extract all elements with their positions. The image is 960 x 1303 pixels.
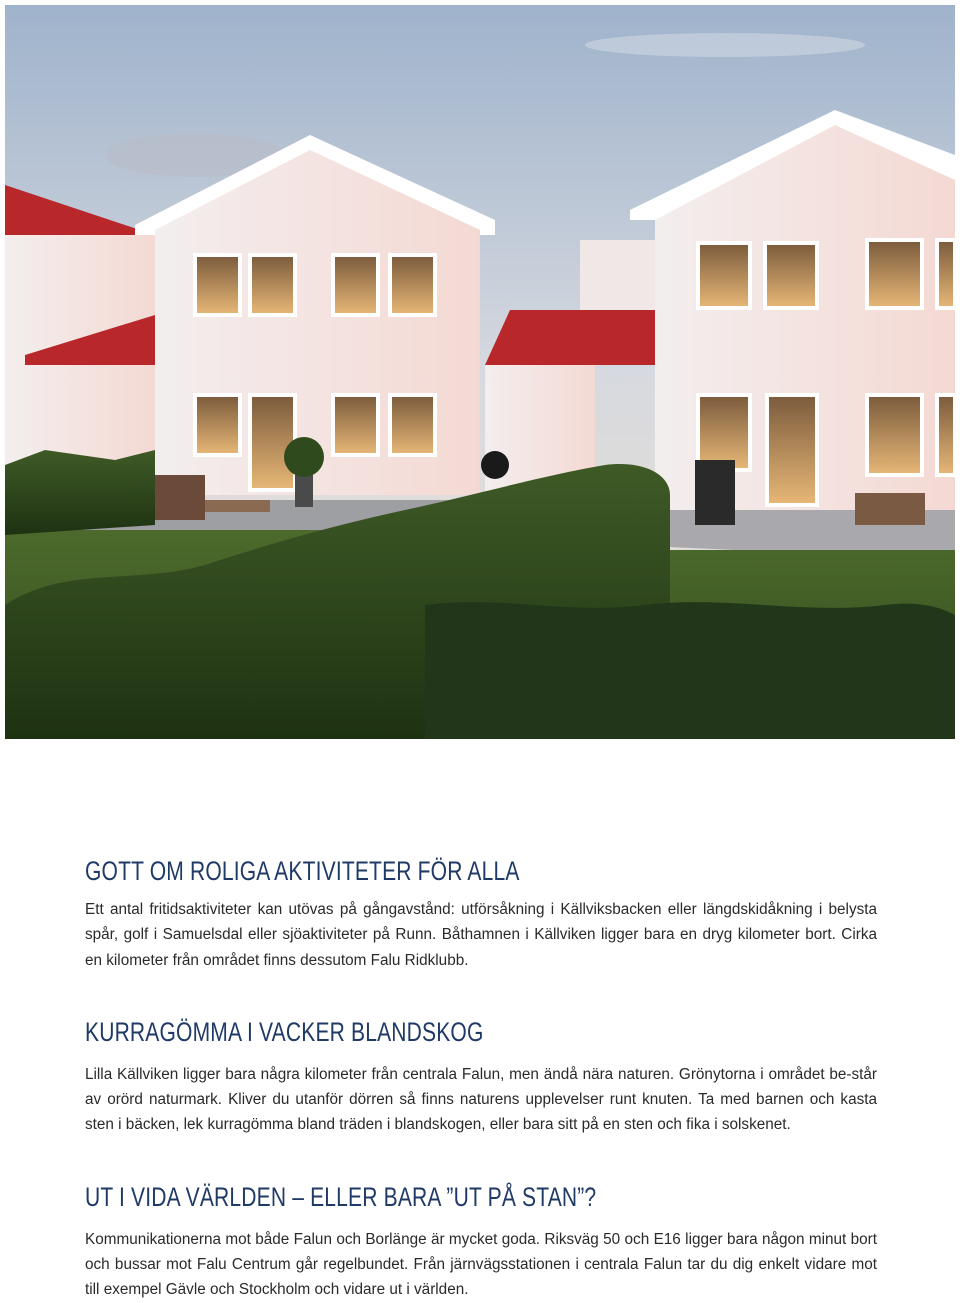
- section-body: Lilla Källviken ligger bara några kilometer från centrala Falun, men ändå nära naturen. Grönytorna i området be-står av orörd naturmark. Kliver du utanför dörren så finns naturens upplevelser runt knuten. Ta med barnen och kasta sten i bäcken, lek kurragömma bland träden i blandskogen, eller bara sitt på en sten och fika i solskenet.: [85, 1065, 877, 1134]
- section-activities: [85, 855, 877, 973]
- hero-image: [5, 5, 955, 739]
- section-body: Ett antal fritidsaktiviteter kan utövas på gångavstånd: utförsåkning i Källviksbacken eller längdskidåkning i belysta spår, golf i Samuelsdal eller sjöaktiviteter på Runn. Båthamnen i Källviken ligger bara en dryg kilometer bort. Cirka en kilometer från området finns dessutom Falu Ridklubb.: [85, 901, 877, 969]
- section-heading: KURRAGÖMMA I VACKER BLANDSKOG: [85, 1016, 484, 1047]
- section-heading: UT I VIDA VÄRLDEN – ELLER BARA ”UT PÅ STAN”?: [85, 1181, 597, 1212]
- section-heading: GOTT OM ROLIGA AKTIVITETER FÖR ALLA: [85, 856, 520, 886]
- section-forest: [85, 1016, 877, 1138]
- article: [85, 855, 877, 1303]
- section-communications: [85, 1181, 877, 1303]
- section-body: Kommunikationerna mot både Falun och Borlänge är mycket goda. Riksväg 50 och E16 ligger bara någon minut bort och bussar mot Falu Centrum går regelbundet. Från järnvägsstationen i centrala Falun tar du dig enkelt vidare mot till exempel Gävle och Stockholm och vidare ut i världen.: [85, 1230, 877, 1299]
- houses-illustration: [5, 5, 955, 739]
